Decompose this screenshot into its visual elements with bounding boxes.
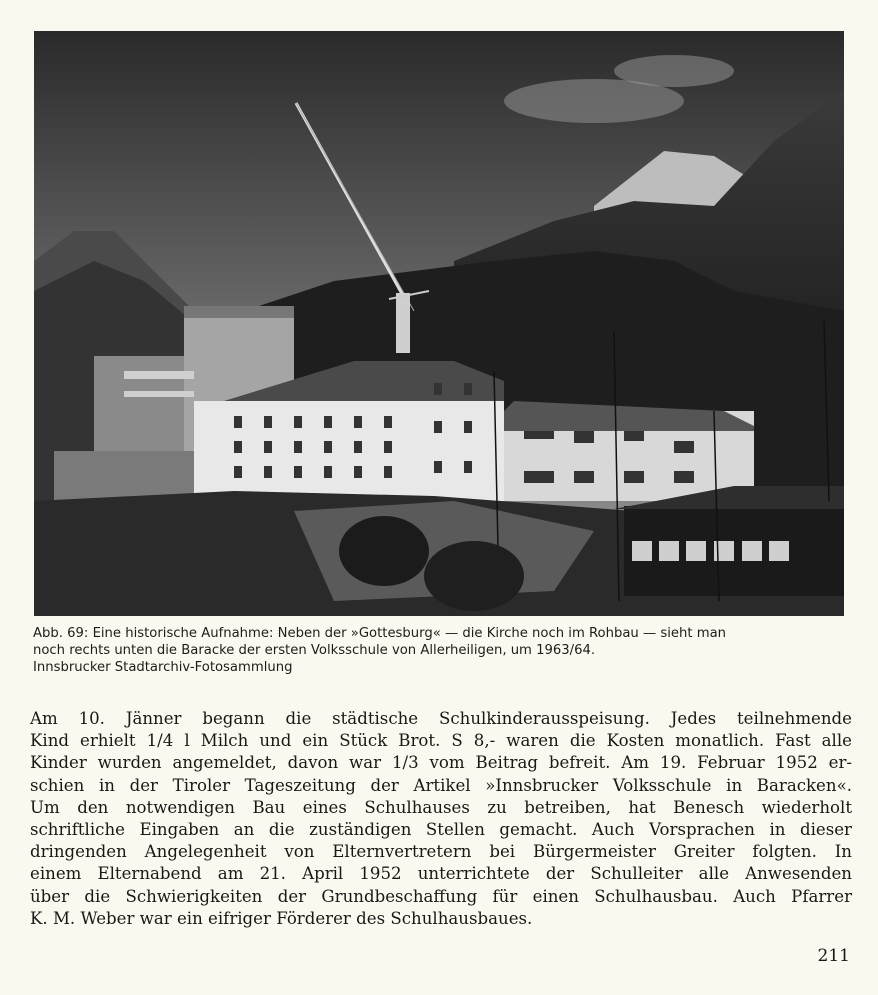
text-line: Um den notwendigen Bau eines Schulhauses zu betreiben, hat Benesch wiederholt bbox=[30, 797, 852, 817]
caption-line: Abb. 69: Eine historische Aufnahme: Neben der »Gottesburg« — die Kirche noch im Rohbau — sieht man bbox=[33, 626, 727, 641]
text-line: über die Schwierigkeiten der Grundbeschaffung für einen Schulhausbau. Auch Pfarrer bbox=[30, 886, 852, 906]
photo-illustration bbox=[34, 31, 844, 616]
text-line: schien in der Tiroler Tageszeitung der Artikel »Innsbrucker Volksschule in Baracken«. bbox=[30, 775, 852, 795]
text-line: einem Elternabend am 21. April 1952 unterrichtete der Schulleiter alle Anwesenden bbox=[30, 864, 852, 884]
page-number: 211 bbox=[817, 946, 850, 966]
text-line: Kind erhielt 1/4 l Milch und ein Stück Brot. S 8,- waren die Kosten monatlich. Fast alle bbox=[30, 731, 852, 751]
text-line: Kinder wurden angemeldet, davon war 1/3 vom Beitrag befreit. Am 19. Februar 1952 er- bbox=[30, 753, 852, 773]
caption-line: noch rechts unten die Baracke der ersten Volksschule von Allerheiligen, um 1963/64. bbox=[33, 643, 596, 658]
text-line: dringenden Angelegenheit von Elternvertretern bei Bürgermeister Greiter folgten. In bbox=[30, 842, 852, 862]
caption-line: Innsbrucker Stadtarchiv-Fotosammlung bbox=[33, 660, 293, 675]
body-paragraph bbox=[30, 708, 852, 930]
text-line: schriftliche Eingaben an die zuständigen Stellen gemacht. Auch Vorsprachen in dieser bbox=[30, 820, 852, 840]
text-line: Am 10. Jänner begann die städtische Schulkinderausspeisung. Jedes teilnehmende bbox=[30, 709, 852, 728]
figure-caption bbox=[33, 625, 853, 676]
text-line: K. M. Weber war ein eifriger Förderer des Schulhausbaues. bbox=[30, 908, 533, 928]
historical-photo bbox=[34, 31, 844, 616]
